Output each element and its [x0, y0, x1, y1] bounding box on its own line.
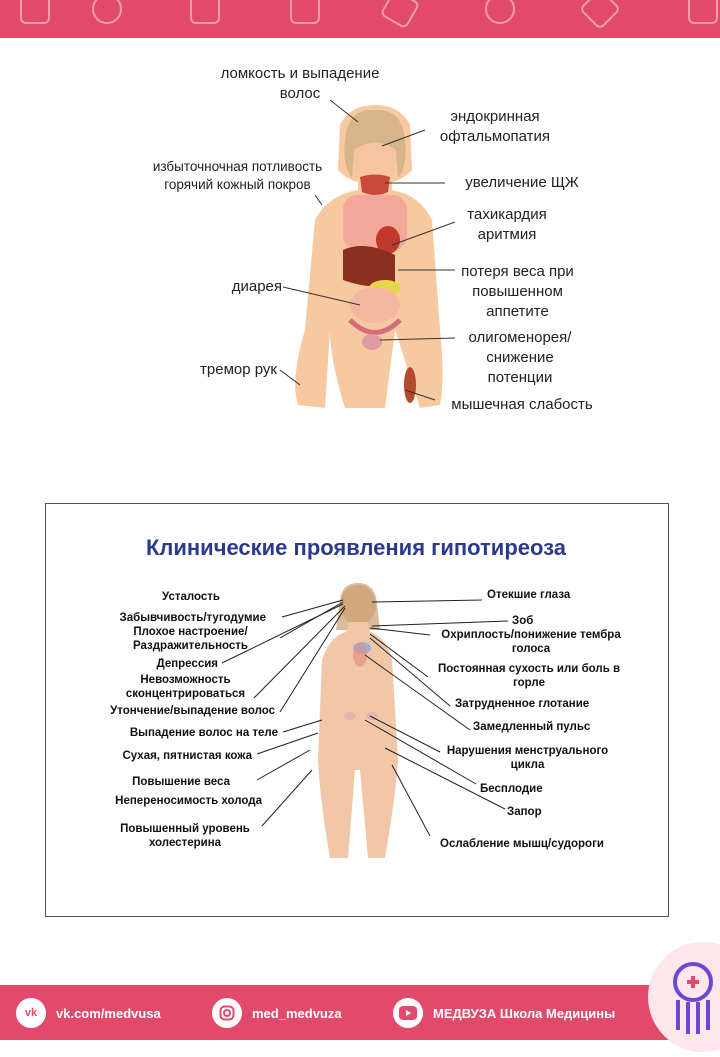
label-heart: тахикардия аритмия	[467, 206, 547, 243]
youtube-icon	[393, 998, 423, 1028]
hypo-left-4: Невозможность сконцентрироваться	[125, 674, 246, 700]
hypo-left-7: Сухая, пятнистая кожа	[122, 750, 252, 762]
hypo-left-2: Плохое настроение/ Раздражительность	[132, 626, 249, 652]
hypo-left-10: Повышенный уровень холестерина	[120, 823, 250, 849]
label-weight: потеря веса при повышенном аппетите	[461, 263, 574, 320]
label-oligo: олигоменорея/ снижение потенции	[468, 329, 572, 386]
youtube-link[interactable]	[393, 998, 615, 1028]
mascot-logo	[648, 942, 720, 1052]
body-figure-2	[318, 583, 398, 858]
hypo-right-4: Затрудненное глотание	[455, 698, 590, 710]
vk-link[interactable]	[16, 998, 161, 1028]
instagram-icon	[212, 998, 242, 1028]
label-sweat: избыточночная потливость горячий кожный покров	[152, 159, 323, 192]
instagram-link[interactable]	[212, 998, 342, 1028]
youtube-link-text: МЕДВУЗА Школа Медицины	[433, 1005, 616, 1021]
hypo-left-9: Непереносимость холода	[115, 795, 262, 807]
label-hair: ломкость и выпадение волос	[220, 65, 380, 102]
hypo-right-7: Бесплодие	[480, 783, 543, 795]
instagram-link-text: med_medvuza	[252, 1005, 342, 1021]
label-tremor: тремор рук	[200, 361, 277, 378]
hypo-right-5: Замедленный пульс	[473, 721, 591, 733]
octopus-icon	[648, 942, 720, 1052]
label-diarrhea: диарея	[231, 278, 282, 295]
vk-icon: vk	[16, 998, 46, 1028]
vk-link-text: vk.com/medvusa	[56, 1005, 161, 1021]
hypo-right-2: Охриплость/понижение тембра голоса	[441, 629, 621, 655]
hypo-right-8: Запор	[507, 806, 542, 818]
label-eyes: эндокринная офтальмопатия	[439, 108, 551, 145]
figure2-title: Клинические проявления гипотиреоза	[145, 535, 567, 560]
label-muscle: мышечная слабость	[451, 396, 593, 413]
hypo-left-3: Депрессия	[156, 658, 218, 670]
hypo-left-8: Повышение веса	[132, 776, 230, 788]
hypo-right-9: Ослабление мышц/судороги	[440, 838, 604, 850]
hypo-left-6: Выпадение волос на теле	[129, 727, 278, 739]
hypo-left-1: Забывчивость/тугодумие	[119, 612, 266, 624]
hypo-left-5: Утончение/выпадение волос	[110, 705, 275, 717]
hypo-right-3: Постоянная сухость или боль в горле	[437, 663, 621, 689]
hypo-right-0: Отекшие глаза	[487, 589, 571, 601]
label-thyroid: увеличение ЩЖ	[465, 174, 579, 191]
hypo-right-6: Нарушения менструального цикла	[446, 745, 609, 771]
hypo-left-0: Усталость	[162, 591, 220, 603]
hypo-right-1: Зоб	[512, 615, 534, 627]
